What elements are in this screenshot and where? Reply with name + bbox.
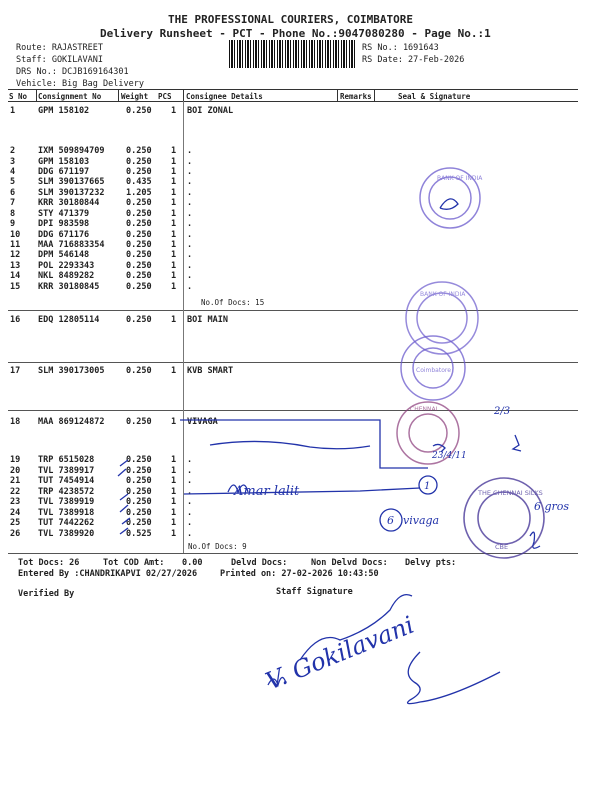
- pen-strokes: [118, 199, 540, 704]
- row-consignee-dot: .: [187, 219, 193, 229]
- row-consignee-dot: .: [187, 261, 193, 271]
- row-sno: 26: [10, 529, 21, 539]
- row-consignee-dot: .: [187, 518, 193, 528]
- row-weight: 0.250: [126, 487, 152, 497]
- handwritten-circle-1: 1: [424, 481, 431, 492]
- row-sno: 9: [10, 219, 16, 229]
- handwritten-amarlalit: Amar lalit: [234, 484, 300, 499]
- row-consignee-dot: .: [187, 146, 193, 156]
- row-consignee-dot: .: [187, 198, 193, 208]
- row-pcs: 1: [171, 417, 177, 427]
- col-weight: Weight: [121, 92, 149, 101]
- handwritten-date-2: 23/4/11: [432, 451, 467, 461]
- handwritten-circle-6: 6: [387, 514, 394, 527]
- row-consignee-dot: .: [187, 497, 193, 507]
- row-pcs: 1: [171, 282, 177, 292]
- staff-label: Staff: GOKILAVANI: [16, 55, 103, 65]
- row-sno: 14: [10, 271, 21, 281]
- row-consignment-no: DDG 671176: [38, 230, 90, 240]
- row-consignment-no: SLM 390173005: [38, 366, 105, 376]
- col-consignment: Consignment No: [38, 92, 102, 101]
- row-sno: 19: [10, 455, 21, 465]
- row-weight: 0.250: [126, 198, 152, 208]
- drs-label: DRS No.: DCJB169164301: [16, 67, 129, 77]
- stamp-cbe-text: CBE: [495, 543, 509, 551]
- row-weight: 0.250: [126, 106, 152, 116]
- docs-count-group1: No.Of Docs: 15: [201, 298, 265, 307]
- row-sno: 2: [10, 146, 16, 156]
- row-consignment-no: IXM 509894709: [38, 146, 105, 156]
- row-weight: 0.250: [126, 209, 152, 219]
- row-weight: 0.250: [126, 466, 152, 476]
- consignee-boi-main: BOI MAIN: [187, 315, 228, 325]
- row-pcs: 1: [171, 261, 177, 271]
- col-consignee: Consignee Details: [186, 92, 263, 101]
- row-sno: 1: [10, 106, 16, 116]
- row-pcs: 1: [171, 146, 177, 156]
- row-consignment-no: POL 2293343: [38, 261, 95, 271]
- row-pcs: 1: [171, 198, 177, 208]
- row-weight: 0.250: [126, 518, 152, 528]
- row-sno: 22: [10, 487, 21, 497]
- row-weight: 0.250: [126, 315, 152, 325]
- entered-by: Entered By :CHANDRIKAPVI 02/27/2026: [18, 569, 198, 579]
- row-consignee-dot: .: [187, 230, 193, 240]
- col-seal: Seal & Signature: [398, 92, 471, 101]
- row-consignment-no: EDQ 12805114: [38, 315, 100, 325]
- delivery-points: Delvy pts:: [405, 558, 457, 568]
- row-consignment-no: TVL 7389920: [38, 529, 95, 539]
- consignee-vivaga: VIVAGA: [187, 417, 218, 427]
- row-sno: 21: [10, 476, 21, 486]
- row-weight: 0.250: [126, 282, 152, 292]
- row-pcs: 1: [171, 315, 177, 325]
- row-pcs: 1: [171, 219, 177, 229]
- row-pcs: 1: [171, 240, 177, 250]
- row-consignment-no: MAA 869124872: [38, 417, 105, 427]
- stamp-chennai-1-text: CHENNAI: [410, 406, 438, 413]
- row-consignment-no: NKL 8489282: [38, 271, 95, 281]
- row-consignee-dot: .: [187, 167, 193, 177]
- row-pcs: 1: [171, 529, 177, 539]
- row-consignee-dot: .: [187, 476, 193, 486]
- row-consignee-dot: .: [187, 282, 193, 292]
- row-consignment-no: GPM 158103: [38, 157, 90, 167]
- consignee-boi-zonal: BOI ZONAL: [187, 106, 234, 116]
- row-pcs: 1: [171, 476, 177, 486]
- handwritten-vivaga: vivaga: [403, 514, 440, 527]
- row-sno: 12: [10, 250, 21, 260]
- row-weight: 0.250: [126, 271, 152, 281]
- row-consignee-dot: .: [187, 271, 193, 281]
- row-consignment-no: SLM 390137665: [38, 177, 105, 187]
- row-consignment-no: DPI 983598: [38, 219, 90, 229]
- row-pcs: 1: [171, 466, 177, 476]
- row-sno: 15: [10, 282, 21, 292]
- row-sno: 10: [10, 230, 21, 240]
- row-sno: 20: [10, 466, 21, 476]
- row-pcs: 1: [171, 518, 177, 528]
- row-weight: 0.250: [126, 250, 152, 260]
- row-pcs: 1: [171, 157, 177, 167]
- row-sno: 5: [10, 177, 16, 187]
- consignee-kvb-smart: KVB SMART: [187, 366, 234, 376]
- stamp-boi-top-text: BANK OF INDIA: [437, 175, 483, 182]
- row-weight: 0.250: [126, 508, 152, 518]
- row-sno: 18: [10, 417, 21, 427]
- row-weight: 0.525: [126, 529, 152, 539]
- row-consignment-no: DDG 671197: [38, 167, 90, 177]
- row-sno: 13: [10, 261, 21, 271]
- row-sno: 7: [10, 198, 16, 208]
- row-consignment-no: KRR 30180845: [38, 282, 100, 292]
- row-pcs: 1: [171, 177, 177, 187]
- row-consignee-dot: .: [187, 250, 193, 260]
- row-sno: 16: [10, 315, 21, 325]
- col-pcs: PCS: [158, 92, 172, 101]
- stamp-chennai-silks: [464, 478, 544, 558]
- row-consignee-dot: .: [187, 455, 193, 465]
- row-weight: 0.250: [126, 146, 152, 156]
- row-weight: 0.435: [126, 177, 152, 187]
- row-consignee-dot: .: [187, 188, 193, 198]
- row-consignment-no: DPM 546148: [38, 250, 90, 260]
- row-consignee-dot: .: [187, 529, 193, 539]
- row-consignee-dot: .: [187, 466, 193, 476]
- handwritten-gokilavani: V. Gokilavani: [261, 610, 419, 696]
- row-consignee-dot: .: [187, 508, 193, 518]
- row-weight: 0.250: [126, 219, 152, 229]
- rs-date: RS Date: 27-Feb-2026: [362, 55, 465, 65]
- row-pcs: 1: [171, 487, 177, 497]
- row-pcs: 1: [171, 188, 177, 198]
- verified-by: Verified By: [18, 589, 75, 599]
- row-sno: 11: [10, 240, 21, 250]
- row-pcs: 1: [171, 209, 177, 219]
- row-weight: 0.250: [126, 230, 152, 240]
- row-pcs: 1: [171, 250, 177, 260]
- docs-count-group4: No.Of Docs: 9: [188, 542, 247, 551]
- row-weight: 0.250: [126, 417, 152, 427]
- stamp-kvb-text: Coimbatore: [416, 367, 451, 374]
- row-pcs: 1: [171, 455, 177, 465]
- runsheet-subtitle: Delivery Runsheet - PCT - Phone No.:9047080280 - Page No.:1: [100, 27, 491, 40]
- row-consignment-no: TUT 7454914: [38, 476, 95, 486]
- row-consignment-no: TVL 7389919: [38, 497, 95, 507]
- row-weight: 0.250: [126, 240, 152, 250]
- row-consignment-no: TUT 7442262: [38, 518, 95, 528]
- row-consignee-dot: .: [187, 209, 193, 219]
- stamp-chennai-silks-text: THE CHENNAI SILKS: [478, 489, 543, 497]
- row-weight: 1.205: [126, 188, 152, 198]
- total-cod-value: 0.00: [182, 558, 203, 568]
- handwritten-date-1: 2/3: [494, 406, 511, 417]
- row-consignee-dot: .: [187, 177, 193, 187]
- row-consignee-dot: .: [187, 157, 193, 167]
- rs-number: RS No.: 1691643: [362, 43, 439, 53]
- row-pcs: 1: [171, 167, 177, 177]
- row-sno: 24: [10, 508, 21, 518]
- row-sno: 23: [10, 497, 21, 507]
- row-weight: 0.250: [126, 261, 152, 271]
- row-consignment-no: STY 471379: [38, 209, 90, 219]
- row-weight: 0.250: [126, 497, 152, 507]
- row-pcs: 1: [171, 106, 177, 116]
- stamp-kvb: [401, 336, 465, 400]
- staff-signature-label: Staff Signature: [276, 587, 353, 597]
- row-pcs: 1: [171, 497, 177, 507]
- row-sno: 6: [10, 188, 16, 198]
- company-name: THE PROFESSIONAL COURIERS, COIMBATORE: [168, 13, 414, 26]
- col-remarks: Remarks: [340, 92, 372, 101]
- row-consignee-dot: .: [187, 240, 193, 250]
- total-docs: Tot Docs: 26: [18, 558, 80, 568]
- route-label: Route: RAJASTREET: [16, 43, 103, 53]
- printed-on: Printed on: 27-02-2026 10:43:50: [220, 569, 379, 579]
- row-consignment-no: GPM 158102: [38, 106, 90, 116]
- row-consignment-no: TRP 6515028: [38, 455, 95, 465]
- row-consignment-no: TVL 7389917: [38, 466, 95, 476]
- row-pcs: 1: [171, 366, 177, 376]
- vehicle-label: Vehicle: Big Bag Delivery: [16, 79, 144, 89]
- row-pcs: 1: [171, 230, 177, 240]
- row-consignment-no: TRP 4238572: [38, 487, 95, 497]
- total-cod-label: Tot COD Amt:: [103, 558, 165, 568]
- stamp-boi-top: [420, 168, 483, 228]
- row-consignment-no: SLM 390137232: [38, 188, 105, 198]
- non-delivered-docs: Non Delvd Docs:: [311, 558, 388, 568]
- row-consignment-no: MAA 716883354: [38, 240, 105, 250]
- row-sno: 3: [10, 157, 16, 167]
- row-consignment-no: KRR 30180844: [38, 198, 100, 208]
- row-weight: 0.250: [126, 167, 152, 177]
- row-weight: 0.250: [126, 157, 152, 167]
- row-sno: 25: [10, 518, 21, 528]
- row-pcs: 1: [171, 271, 177, 281]
- stamp-boi-mid-text: BANK OF INDIA: [420, 291, 466, 298]
- row-weight: 0.250: [126, 476, 152, 486]
- row-sno: 8: [10, 209, 16, 219]
- row-consignment-no: TVL 7389918: [38, 508, 95, 518]
- row-weight: 0.250: [126, 366, 152, 376]
- row-sno: 17: [10, 366, 21, 376]
- row-pcs: 1: [171, 508, 177, 518]
- stamp-boi-mid: [406, 282, 478, 354]
- col-sno: S No: [9, 92, 28, 101]
- row-sno: 4: [10, 167, 16, 177]
- row-weight: 0.250: [126, 455, 152, 465]
- delivered-docs: Delvd Docs:: [231, 558, 288, 568]
- handwritten-gros: 6 gros: [534, 500, 570, 513]
- row-consignee-dot: .: [187, 487, 193, 497]
